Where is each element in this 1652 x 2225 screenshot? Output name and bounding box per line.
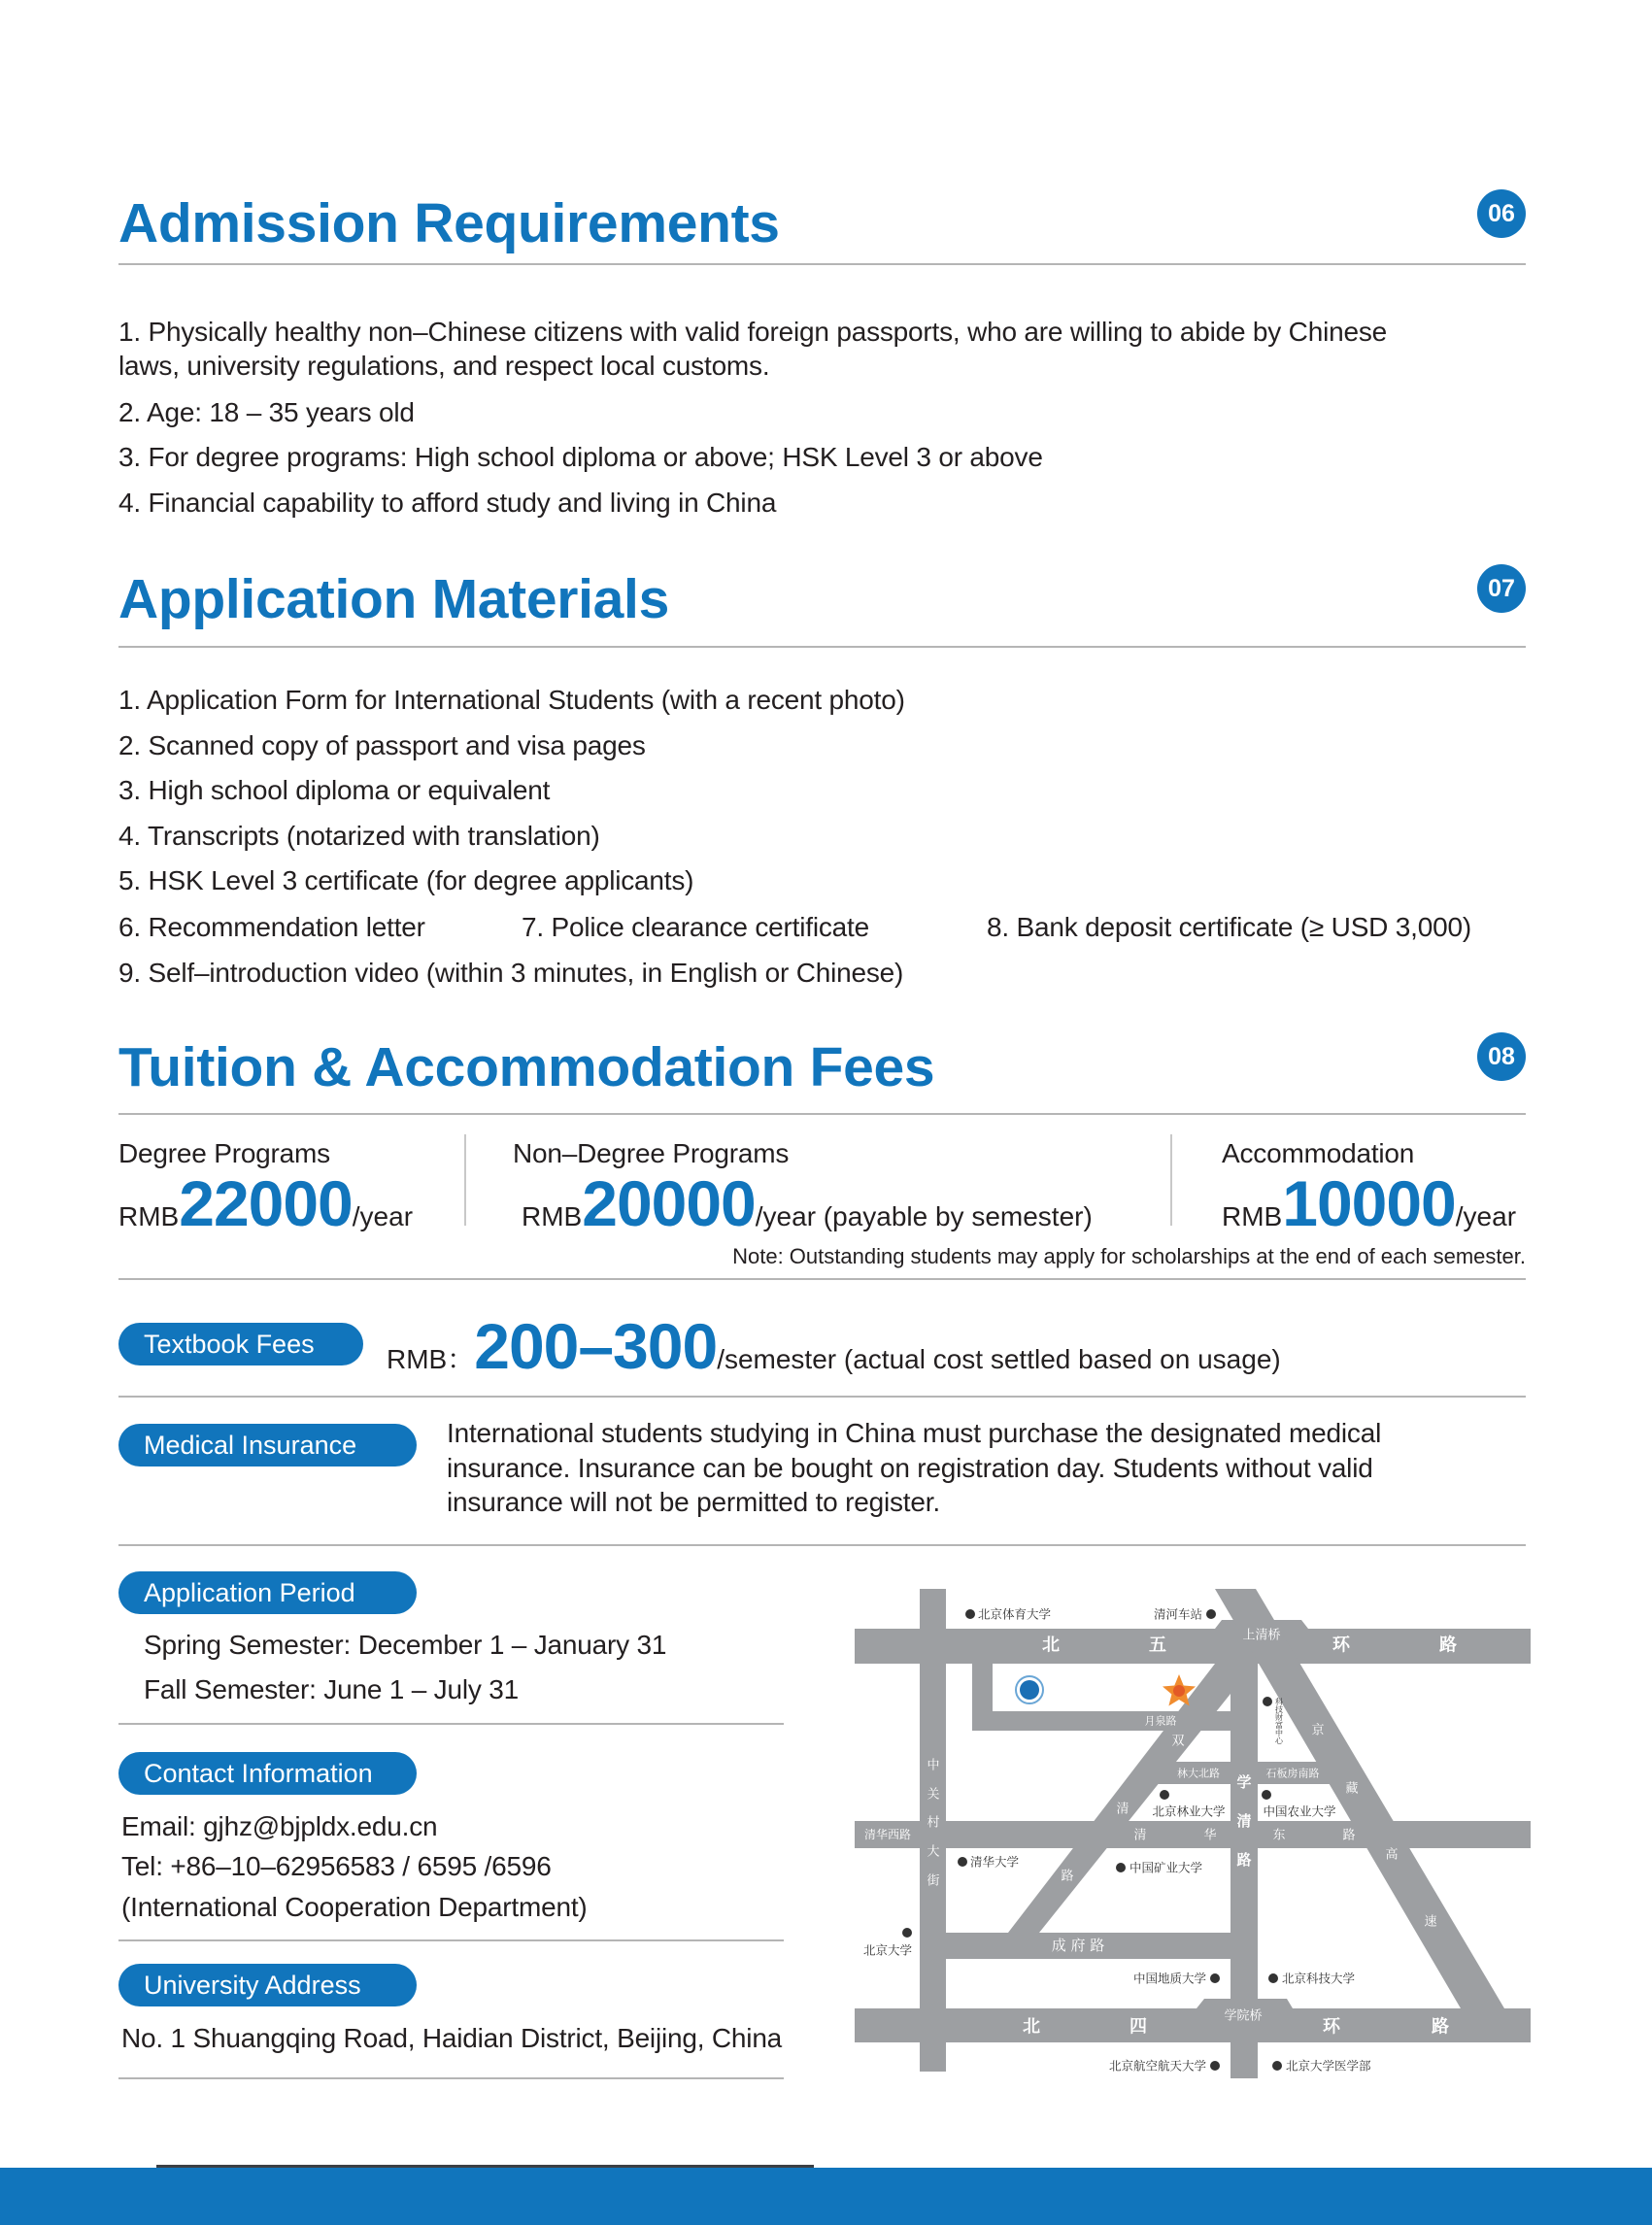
list-item: 3. For degree programs: High school diploma or above; HSK Level 3 or above	[118, 442, 1043, 472]
divider	[118, 1544, 1526, 1546]
list-item: 4. Transcripts (notarized with translation)	[118, 821, 600, 851]
list-item: 8. Bank deposit certificate (≥ USD 3,000)	[987, 912, 1471, 942]
place-dot	[1272, 2061, 1282, 2071]
fee-label-accommodation: Accommodation	[1222, 1138, 1415, 1168]
place-dot	[1262, 1790, 1271, 1800]
road-yuequan-branch	[972, 1664, 993, 1731]
fee-unit: /year	[1455, 1201, 1517, 1231]
place-dot	[1116, 1863, 1126, 1872]
divider	[118, 1113, 1526, 1115]
section-number-badge: 06	[1477, 189, 1526, 238]
currency: RMB	[522, 1201, 583, 1231]
place-label: 北京林业大学	[1152, 1804, 1226, 1819]
list-item: 2. Age: 18 – 35 years old	[118, 397, 415, 427]
road-label: 石板房南路	[1265, 1767, 1320, 1780]
road-label: 林大北路	[1177, 1767, 1220, 1780]
map-roads	[855, 1589, 1531, 2078]
road-label: 环	[1323, 2016, 1340, 2038]
currency: RMB：	[387, 1344, 475, 1374]
contact-department: (International Cooperation Department)	[121, 1892, 588, 1922]
fee-unit: /year	[352, 1201, 414, 1231]
fees-title: Tuition & Accommodation Fees	[118, 1036, 935, 1098]
fee-unit: /year (payable by semester)	[755, 1201, 1093, 1231]
place-label: 北京大学医学部	[1286, 2058, 1371, 2073]
list-item: 9. Self–introduction video (within 3 minutes, in English or Chinese)	[118, 958, 904, 988]
road-label: 华	[1203, 1828, 1217, 1843]
list-item: 3. High school diploma or equivalent	[118, 775, 551, 805]
footer-bar	[0, 2168, 1652, 2225]
column-divider	[464, 1134, 466, 1226]
place-dot	[1268, 1973, 1278, 1983]
road-label: 高	[1385, 1847, 1399, 1863]
fee-label-non-degree: Non–Degree Programs	[513, 1138, 790, 1168]
fee-amount: 22000	[179, 1167, 353, 1239]
section-number-badge: 08	[1477, 1032, 1526, 1081]
fee-degree	[118, 1164, 413, 1256]
materials-title: Application Materials	[118, 568, 669, 630]
list-item: 4. Financial capability to afford study and living in China	[118, 488, 777, 518]
road-qinghua-east	[855, 1821, 1531, 1848]
divider	[118, 1723, 784, 1725]
fee-amount: 200–300	[474, 1310, 718, 1382]
road-label: 清华西路	[863, 1828, 912, 1841]
place-dot	[958, 1857, 967, 1867]
textbook-fee	[387, 1307, 1281, 1399]
section-number-badge: 07	[1477, 564, 1526, 613]
road-label: 环	[1332, 1635, 1350, 1656]
university-address-badge: University Address	[118, 1964, 417, 2006]
address-line: No. 1 Shuangqing Road, Haidian District, Beijing, China	[121, 2023, 783, 2053]
place-dot	[902, 1928, 912, 1938]
admission-title: Admission Requirements	[118, 192, 780, 254]
textbook-fees-badge: Textbook Fees	[118, 1323, 363, 1365]
list-item: 1. Application Form for International Students (with a recent photo)	[118, 685, 905, 715]
place-label: 科技财富中心	[1274, 1698, 1284, 1744]
divider	[118, 1278, 1526, 1280]
period-line: Fall Semester: June 1 – July 31	[144, 1674, 519, 1704]
road-label: 关	[927, 1787, 940, 1803]
road-north-4th-ring	[855, 2008, 1531, 2042]
contact-information-badge: Contact Information	[118, 1752, 417, 1795]
period-line: Spring Semester: December 1 – January 31	[144, 1630, 667, 1660]
list-item: 2. Scanned copy of passport and visa pages	[118, 730, 646, 760]
currency: RMB	[118, 1201, 180, 1231]
divider	[118, 263, 1526, 265]
road-label: 京	[1311, 1723, 1325, 1738]
road-label: 清	[1133, 1828, 1147, 1843]
list-item: 6. Recommendation letter	[118, 912, 425, 942]
column-divider	[1170, 1134, 1172, 1226]
road-label: 四	[1129, 2016, 1147, 2038]
list-item: laws, university regulations, and respect local customs.	[118, 351, 770, 381]
place-label: 北京科技大学	[1282, 1971, 1356, 1986]
road-label: 学	[1236, 1773, 1252, 1791]
road-label: 路	[1342, 1828, 1356, 1843]
fee-amount: 10000	[1282, 1167, 1456, 1239]
place-dot	[1160, 1790, 1169, 1800]
road-label: 五	[1149, 1635, 1166, 1656]
road-label: 速	[1424, 1914, 1437, 1930]
road-label: 成 府 路	[1051, 1937, 1105, 1954]
road-label: 上清桥	[1242, 1628, 1281, 1643]
road-label: 月泉路	[1144, 1714, 1177, 1728]
road-label: 北	[1042, 1635, 1060, 1656]
road-label: 路	[1236, 1851, 1252, 1869]
divider	[118, 1396, 1526, 1398]
road-label: 村	[927, 1815, 940, 1831]
fee-label-degree: Degree Programs	[118, 1138, 330, 1168]
road-label: 双	[1171, 1734, 1185, 1749]
medical-insurance-badge: Medical Insurance	[118, 1424, 417, 1466]
road-label: 路	[1061, 1869, 1074, 1884]
road-label: 藏	[1345, 1781, 1359, 1797]
place-dot	[1263, 1697, 1272, 1706]
place-label: 清华大学	[970, 1854, 1020, 1870]
fee-amount: 20000	[582, 1167, 756, 1239]
contact-phone: Tel: +86–10–62956583 / 6595 /6596	[121, 1851, 552, 1881]
campus-location-map	[845, 1573, 1652, 2078]
medical-text: International students studying in China must purchase the designated medical	[447, 1418, 1382, 1448]
road-shuangqing	[1008, 1664, 1231, 1933]
place-label: 中国矿业大学	[1129, 1860, 1203, 1875]
road-label: 大	[927, 1844, 940, 1860]
place-dot	[1210, 1973, 1220, 1983]
application-period-badge: Application Period	[118, 1571, 417, 1614]
place-label: 中国地质大学	[1132, 1971, 1206, 1986]
fee-accommodation	[1222, 1164, 1516, 1256]
list-item: 7. Police clearance certificate	[522, 912, 869, 942]
road-label: 北	[1023, 2016, 1040, 2038]
place-dot	[965, 1609, 975, 1619]
road-north-5th-ring	[855, 1629, 1531, 1664]
road-label: 学院桥	[1224, 2008, 1263, 2024]
place-label: 北京航空航天大学	[1108, 2058, 1206, 2073]
place-dot	[1210, 2061, 1220, 2071]
road-label: 街	[927, 1873, 940, 1889]
road-label: 清	[1116, 1802, 1129, 1817]
fee-unit: /semester (actual cost settled based on usage)	[717, 1344, 1281, 1374]
medical-text: insurance will not be permitted to register.	[447, 1487, 940, 1517]
divider	[118, 2077, 784, 2079]
road-label: 路	[1432, 2016, 1449, 2038]
contact-email: Email: gjhz@bjpldx.edu.cn	[121, 1811, 438, 1841]
scholarship-note: Note: Outstanding students may apply for scholarships at the end of each semester.	[732, 1244, 1526, 1268]
place-label: 北京体育大学	[978, 1606, 1052, 1622]
fee-non-degree	[522, 1164, 1093, 1256]
divider	[118, 646, 1526, 648]
list-item: 1. Physically healthy non–Chinese citizens with valid foreign passports, who are willing to abide by Chinese	[118, 317, 1388, 347]
place-label: 北京大学	[862, 1942, 913, 1958]
road-label: 路	[1439, 1635, 1457, 1656]
place-label: 中国农业大学	[1263, 1804, 1336, 1819]
divider	[118, 1939, 784, 1941]
road-label: 中	[927, 1758, 940, 1773]
medical-text: insurance. Insurance can be bought on registration day. Students without valid	[447, 1453, 1373, 1483]
place-dot	[1206, 1609, 1216, 1619]
currency: RMB	[1222, 1201, 1283, 1231]
place-label: 清河车站	[1153, 1606, 1202, 1622]
road-yuequan	[972, 1711, 1231, 1731]
road-label: 东	[1272, 1828, 1286, 1843]
road-label: 清	[1236, 1812, 1252, 1830]
list-item: 5. HSK Level 3 certificate (for degree applicants)	[118, 865, 694, 895]
university-logo	[1016, 1676, 1043, 1703]
